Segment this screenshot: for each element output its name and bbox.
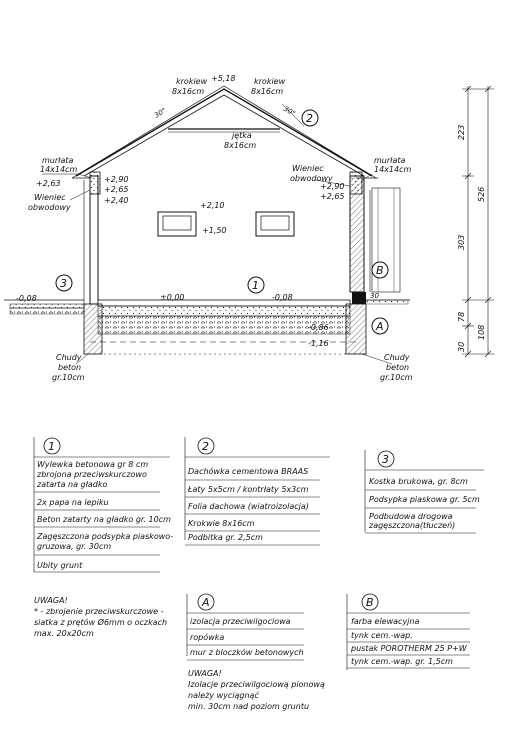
- note-2-line-2: należy wyciągnąć: [188, 691, 259, 700]
- dim-526: 526: [477, 186, 486, 202]
- label-krokiew-right-dim: 8x16cm: [251, 87, 284, 96]
- legend-1-layer-2: zatarta na gładko: [37, 480, 108, 489]
- right-footing: [346, 304, 366, 354]
- note-1-line-2: siatka z prętów Ø6mm o oczkach: [34, 618, 168, 627]
- label-krokiew-left-dim: 8x16cm: [172, 87, 205, 96]
- legend-2-layer-2: Folia dachowa (wiatroizolacja): [188, 502, 309, 511]
- legend-B-layer-2: pustak POROTHERM 25 P+W: [351, 644, 467, 653]
- note-2-line-1: Izolacje przeciwilgociową pionową: [188, 680, 325, 689]
- label-level-m116: -1,16: [308, 339, 329, 348]
- legend-3-layer-3: zagęszczona(tłuczeń): [369, 521, 456, 530]
- label-level-m086: -0,86: [308, 323, 329, 332]
- dim-78: 78: [457, 311, 466, 322]
- dim-303: 303: [457, 234, 466, 250]
- roof-outer-line: [76, 89, 372, 176]
- legend-2-marker: 2: [202, 440, 209, 453]
- legend-3-layer-1: Podsypka piaskowa gr. 5cm: [369, 495, 480, 504]
- dimension-texts: [457, 125, 486, 352]
- label-krokiew-left: krokiew: [176, 77, 208, 86]
- legend-2-layer-1: Łaty 5x5cm / kontrłaty 5x3cm: [188, 485, 309, 494]
- label-level-210: +2,10: [200, 201, 225, 210]
- legend-A-layer-2: mur z bloczków betonowych: [190, 648, 304, 657]
- label-dim-30-side: 30: [370, 292, 379, 300]
- label-angle-left: 30°: [153, 106, 168, 120]
- label-murlata-left-dim: 14x14cm: [40, 165, 78, 174]
- legend-1-layer-5: Zagęszczona podsypka piaskowo-: [37, 532, 174, 541]
- label-level-m008-floor: -0,08: [272, 293, 293, 302]
- note-2: [188, 669, 325, 711]
- label-wieniec-right-1: Wieniec: [292, 164, 324, 173]
- right-ring-beam: [350, 172, 362, 194]
- label-level-265-right: +2,65: [320, 192, 345, 201]
- floor-screed: [98, 300, 350, 306]
- legend-3-marker: 3: [382, 453, 389, 466]
- label-level-m008-out: -0,08: [16, 294, 37, 303]
- label-murlata-right-dim: 14x14cm: [374, 165, 412, 174]
- legend-1-layer-3: 2x papa na lepiku: [37, 498, 109, 507]
- label-chudy-left-1: Chudy: [56, 353, 82, 362]
- legend-1-layer-0: Wylewka betonowa gr 8 cm: [37, 460, 149, 469]
- legend-A-layer-0: izolacja przeciwilgociowa: [190, 617, 291, 626]
- left-ring-beam: [90, 172, 100, 194]
- label-level-150: +1,50: [202, 226, 227, 235]
- legend-B-layer-0: farba elewacyjna: [351, 617, 420, 626]
- window-right: [256, 212, 294, 236]
- label-murlata-right: murłata: [374, 156, 406, 165]
- dim-108: 108: [477, 324, 486, 340]
- legend-box-1: [34, 437, 173, 572]
- concrete-slab: [98, 306, 350, 316]
- legend-B-marker: B: [366, 596, 374, 609]
- note-1-line-1: * - zbrojenie przeciwskurczowe -: [34, 607, 164, 616]
- dim-223: 223: [457, 124, 466, 140]
- legend-3-layer-2: Podbudowa drogowa: [369, 512, 453, 521]
- label-level-240-left: +2,40: [104, 196, 129, 205]
- legend-2-layer-0: Dachówka cementowa BRAAS: [188, 467, 309, 476]
- legend-1-layer-1: zbrojona przeciwskurczowo: [37, 470, 147, 479]
- label-level-290-right: +2,90: [320, 182, 345, 191]
- label-chudy-right-1: Chudy: [384, 353, 410, 362]
- legend-1-layer-7: Ubity grunt: [37, 561, 83, 570]
- walls: [84, 172, 400, 304]
- left-footing: [84, 304, 102, 354]
- label-level-263: +2,63: [36, 179, 61, 188]
- dimension-chains: [462, 86, 494, 357]
- left-wall: [90, 176, 98, 304]
- marker-1-text: 1: [252, 279, 259, 292]
- legend-box-2: [185, 437, 330, 545]
- label-wieniec-left-2: obwodowy: [28, 203, 71, 212]
- marker-3-text: 3: [60, 277, 67, 290]
- marker-B-text: B: [376, 264, 384, 277]
- label-jetka-dim: 8x16cm: [224, 141, 257, 150]
- legend-1-marker: 1: [48, 440, 55, 453]
- window-left: [158, 212, 196, 236]
- label-angle-right: 30°: [282, 104, 297, 118]
- label-murlata-left: murłata: [42, 156, 74, 165]
- note-2-line-3: min. 30cm nad poziom gruntu: [188, 702, 310, 711]
- legend-box-3: [365, 450, 484, 533]
- legend-box-B: [347, 594, 470, 670]
- label-wieniec-left-1: Wieniec: [34, 193, 66, 202]
- legend-box-A: [187, 594, 304, 660]
- legend-A-marker: A: [202, 596, 210, 609]
- label-krokiew-right: krokiew: [254, 77, 286, 86]
- note-1-line-3: max. 20x20cm: [34, 629, 94, 638]
- label-chudy-right-3: gr.10cm: [380, 373, 413, 382]
- marker-A-text: A: [376, 320, 384, 333]
- label-chudy-left-2: beton: [58, 363, 82, 372]
- legend-B-layer-3: tynk cem.-wap. gr. 1,5cm: [351, 657, 453, 666]
- note-1: [34, 596, 167, 638]
- label-level-265-left: +2,65: [104, 185, 129, 194]
- marker-2-text: 2: [306, 112, 313, 125]
- label-chudy-left-3: gr.10cm: [52, 373, 85, 382]
- legend-3-layer-0: Kostka brukowa, gr. 8cm: [369, 477, 468, 486]
- legend-2-layer-3: Krokwie 8x16cm: [188, 519, 255, 528]
- note-1-line-0: UWAGA!: [34, 596, 68, 605]
- label-jetka: jętka: [232, 131, 252, 140]
- legend-A-layer-1: ropówka: [190, 633, 225, 642]
- legend-1-layer-6: gruzowa, gr. 30cm: [37, 542, 112, 551]
- note-2-line-0: UWAGA!: [188, 669, 222, 678]
- label-ridge-level: +5,18: [211, 74, 236, 83]
- label-wieniec-right-2: obwodowy: [290, 174, 333, 183]
- label-chudy-right-2: beton: [386, 363, 410, 372]
- label-level-290-left: +2,90: [104, 175, 129, 184]
- legend-B-layer-1: tynk cem.-wap.: [351, 631, 413, 640]
- roof: [72, 86, 378, 178]
- dim-30: 30: [457, 341, 466, 352]
- label-level-000: ±0,00: [160, 293, 185, 302]
- legend-2-layer-4: Podbitka gr. 2,5cm: [188, 533, 263, 542]
- legend-1-layer-4: Beton zatarty na gładko gr. 10cm: [37, 515, 171, 524]
